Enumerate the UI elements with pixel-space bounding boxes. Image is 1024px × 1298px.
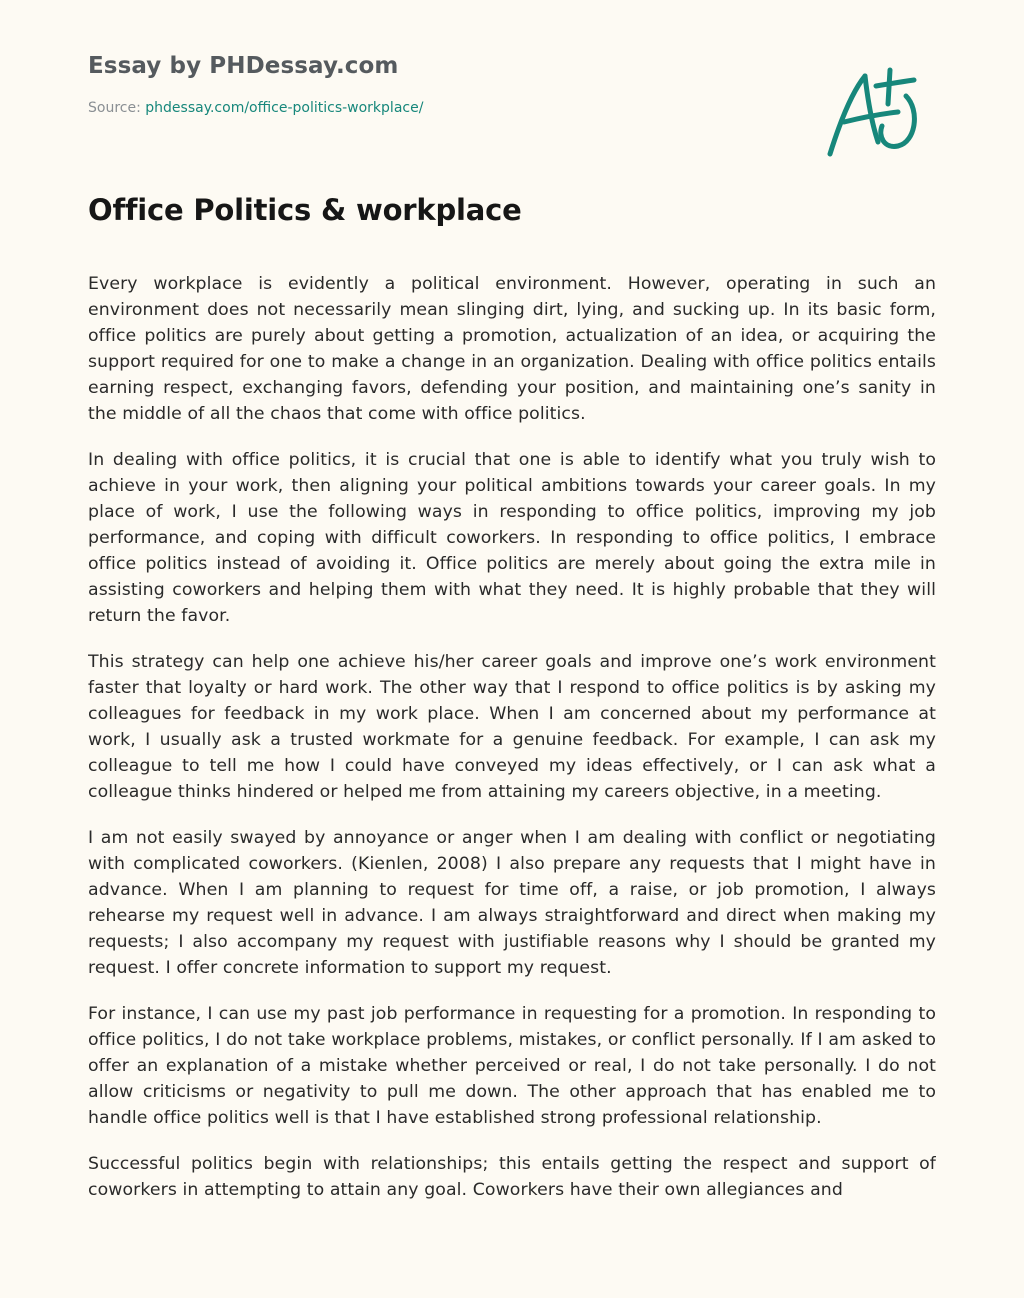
source-label: Source: [88, 100, 141, 116]
a-plus-grade-icon [820, 62, 930, 162]
site-brand: Essay by PHDessay.com [88, 53, 399, 79]
paragraph: For instance, I can use my past job performance in requesting for a promotion. In responding to office politics, I do not take workplace problems, mistakes, or conflict personally. If I am asked to offer an explanation of a mistake whether perceived or real, I do not take personally. I do not allow criticisms or negativity to pull me down. The other approach that has enabled me to handle office politics well is that I have established strong professional relationship. [88, 1004, 936, 1128]
paragraph: Every workplace is evidently a political environment. However, operating in such an environment does not necessarily mean slinging dirt, lying, and sucking up. In its basic form, office politics are purely about getting a promotion, actualization of an idea, or acquiring the support required for one to make a change in an organization. Dealing with office politics entails earning respect, exchanging favors, defending your position, and maintaining one’s sanity in the middle of all the chaos that come with office politics. [88, 274, 936, 424]
essay-body [88, 271, 936, 1248]
source-link[interactable]: phdessay.com/office-politics-workplace/ [145, 100, 424, 116]
paragraph: Successful politics begin with relationships; this entails getting the respect and support of coworkers in attempting to attain any goal. Coworkers have their own allegiances and [88, 1154, 936, 1200]
site-header [88, 48, 788, 118]
source-line [88, 98, 788, 118]
paragraph: In dealing with office politics, it is crucial that one is able to identify what you truly wish to achieve in your work, then aligning your political ambitions towards your career goals. In my place of work, I use the following ways in responding to office politics, improving my job performance, and coping with difficult coworkers. In responding to office politics, I embrace office politics instead of avoiding it. Office politics are merely about going the extra mile in assisting coworkers and helping them with what they need. It is highly probable that they will return the favor. [88, 450, 936, 626]
paragraph: This strategy can help one achieve his/her career goals and improve one’s work environment faster that loyalty or hard work. The other way that I respond to office politics is by asking my colleagues for feedback in my work place. When I am concerned about my performance at work, I usually ask a trusted workmate for a genuine feedback. For example, I can ask my colleague to tell me how I could have conveyed my ideas effectively, or I can ask what a colleague thinks hindered or helped me from attaining my careers objective, in a meeting. [88, 652, 936, 802]
essay-title: Office Politics & workplace [88, 193, 522, 227]
paragraph: I am not easily swayed by annoyance or anger when I am dealing with conflict or negotiating with complicated coworkers. (Kienlen, 2008) I also prepare any requests that I might have in advance. When I am planning to request for time off, a raise, or job promotion, I always rehearse my request well in advance. I am always straightforward and direct when making my requests; I also accompany my request with justifiable reasons why I should be granted my request. I offer concrete information to support my request. [88, 828, 936, 978]
